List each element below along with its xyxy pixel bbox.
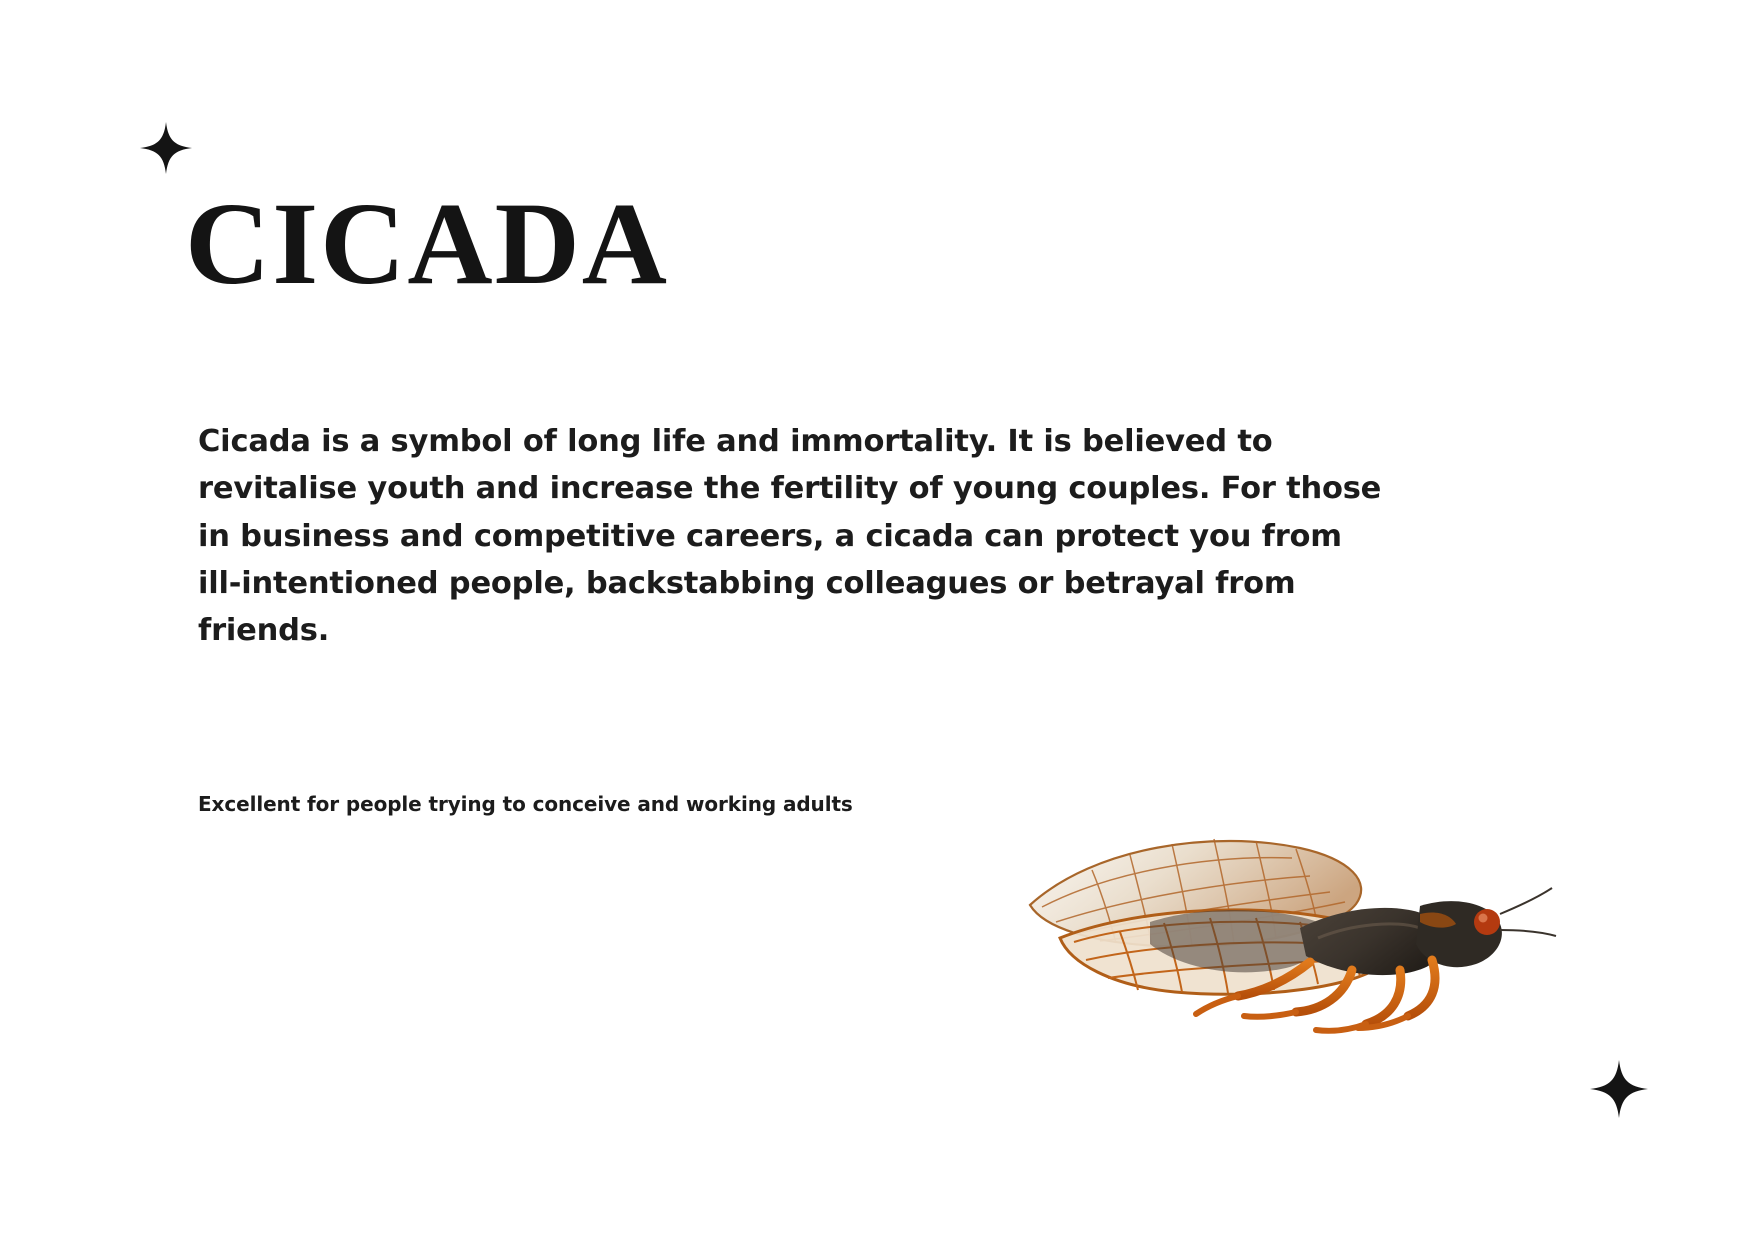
caption-text: Excellent for people trying to conceive and working adults bbox=[198, 792, 853, 816]
four-point-star-icon bbox=[140, 122, 192, 174]
page-title: CICADA bbox=[185, 178, 669, 309]
cicada-insect-image bbox=[1000, 810, 1560, 1070]
four-point-star-icon bbox=[1590, 1060, 1648, 1118]
description-paragraph: Cicada is a symbol of long life and immortality. It is believed to revitalise youth and increase the fertility of young couples. For those in business and competitive careers, a cicada can protect you from ill-intentioned people, backstabbing colleagues or betrayal from friends. bbox=[198, 424, 1382, 649]
